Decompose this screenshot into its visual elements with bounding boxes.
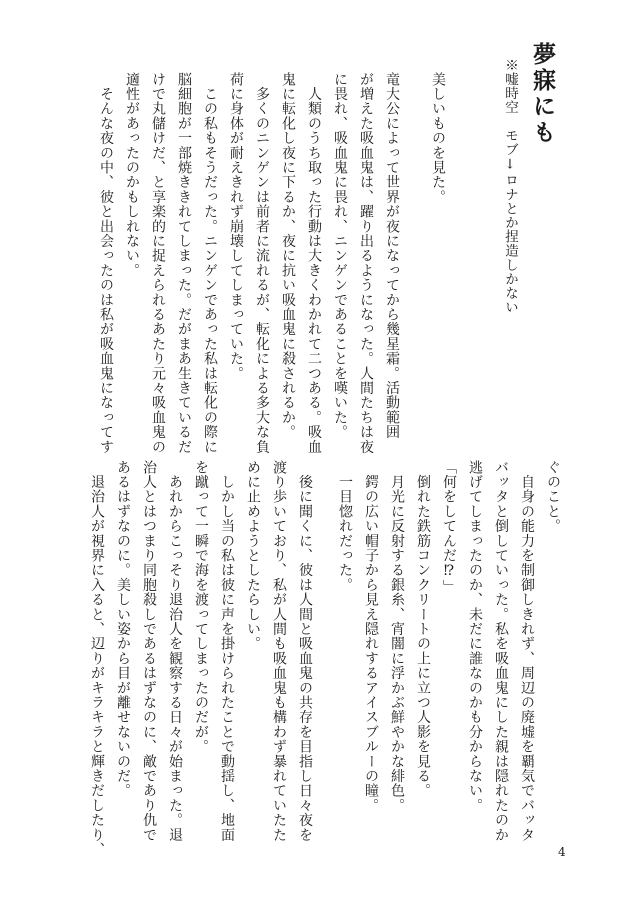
lower-line: 治人とはつまり同胞殺しであるはずなのに、敵であり仇で xyxy=(141,460,157,843)
lower-line: あれからこっそり退治人を観察する日々が始まった。退 xyxy=(167,460,183,843)
upper-line: この私もそうだった。ニンゲンであった私は転化の際に xyxy=(202,72,218,455)
page-number: 4 xyxy=(558,845,566,859)
title: 夢寐にも xyxy=(529,42,556,146)
upper-line: 人類のうち取った行動は大きくわかれて二つある。吸血 xyxy=(306,72,322,455)
lower-line: 逃げてしまったのか、未だに誰なのかも分からない。 xyxy=(467,460,483,813)
lower-line: を蹴って一瞬で海を渡ってしまったのだが。 xyxy=(193,460,209,754)
upper-line: 脳細胞が一部焼ききれてしまった。だがまあ生きているだ xyxy=(176,72,192,455)
upper-line: に畏れ、吸血鬼に畏れ、ニンゲンであることを嘆いた。 xyxy=(332,72,348,440)
upper-line: 美しいものを見た。 xyxy=(430,72,446,205)
lower-line: しかし当の私は彼に声を掛けられたことで動揺し、地面 xyxy=(219,460,235,843)
upper-line: 竜大公によって世界が夜になってから幾星霜。活動範囲 xyxy=(384,72,400,440)
upper-line: が増えた吸血鬼は、躍り出るようになった。人間たちは夜 xyxy=(358,72,374,455)
upper-line: 鬼に転化し夜に下るか、夜に抗い吸血鬼に殺されるか。 xyxy=(280,72,296,440)
lower-line: あるはずなのに。美しい姿から目が離せないのだ。 xyxy=(115,460,131,799)
lower-line: 月光に反射する銀糸、宵闇に浮かぶ鮮やかな緋色。 xyxy=(389,460,405,813)
upper-line: そんな夜の中、彼と出会ったのは私が吸血鬼になってす xyxy=(98,72,114,455)
upper-line: 適性があったのかもしれない。 xyxy=(124,72,140,278)
lower-line: めに止めようとしたらしい。 xyxy=(245,460,261,652)
lower-line: 鍔の広い帽子から見え隠れするアイスブルーの瞳。 xyxy=(363,460,379,813)
upper-line: 多くのニンゲンは前者に流れるが、転化による多大な負 xyxy=(254,72,270,455)
lower-line: 自身の能力を制御しきれず、周辺の廃墟を覇気でバッタ xyxy=(519,460,535,843)
subtitle: ※嘘時空 モブ↓ロナとか捏造しかない xyxy=(502,58,518,315)
upper-line: 荷に身体が耐えきれず崩壊してしまっていた。 xyxy=(228,72,244,381)
lower-line: 一目惚れだった。 xyxy=(337,460,353,593)
lower-line: 渡り歩いており、私が人間も吸血鬼も構わず暴れていたた xyxy=(271,460,287,843)
lower-line: 倒れた鉄筋コンクリートの上に立つ人影を見る。 xyxy=(415,460,431,799)
lower-line: 退治人が視界に入ると、辺りがキラキラと輝きだしたり、 xyxy=(89,460,105,857)
upper-line: けで丸儲けだ、と享楽的に捉えられるあたり元々吸血鬼の xyxy=(150,72,166,455)
lower-line: 後に聞くに、彼は人間と吸血鬼の共存を目指し日々夜を xyxy=(297,460,313,843)
lower-line: 「何をしてんだ⁉︎」 xyxy=(441,460,457,595)
lower-line: バッタと倒していった。私を吸血鬼にした親は隠れたのか xyxy=(493,460,509,843)
lower-line: ぐのこと。 xyxy=(545,460,561,534)
